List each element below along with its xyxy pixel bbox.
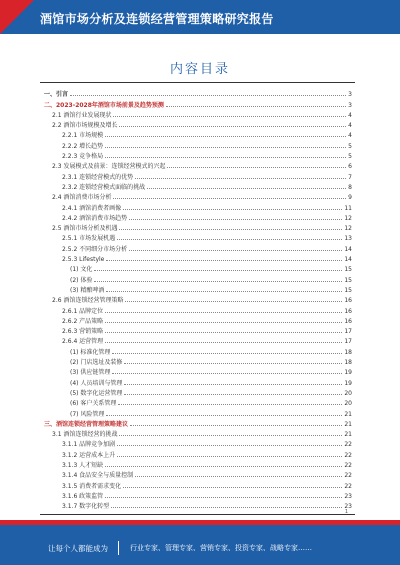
toc-entry[interactable] xyxy=(44,315,352,325)
toc-entry-label: 3.1.5 消费者需求变化 xyxy=(62,482,122,490)
toc-leader-dots xyxy=(94,270,342,271)
toc-entry-page: 14 xyxy=(344,245,352,253)
toc-leader-dots xyxy=(166,106,346,107)
toc-leader-dots xyxy=(123,487,342,488)
toc-entry-label: 2.5.1 市场发展机遇 xyxy=(62,235,116,243)
toc-entry-label: 2.6.4 运营管理 xyxy=(62,338,104,346)
toc-entry-label: (2) 体验 xyxy=(70,276,93,284)
toc-entry-label: 2.3.2 连锁经营模式面临的挑战 xyxy=(62,183,146,191)
toc-entry-label: 2.2.1 市场规模 xyxy=(62,132,104,140)
toc-entry-label: 2.3.1 连锁经营模式的优势 xyxy=(62,173,134,181)
toc-entry-label: 2.2.2 增长趋势 xyxy=(62,142,104,150)
toc-leader-dots xyxy=(113,116,346,117)
toc-leader-dots xyxy=(112,353,342,354)
toc-entry[interactable] xyxy=(44,325,352,335)
toc-entry-label: 2.2 酒馆市场规模及增长 xyxy=(52,122,118,130)
toc-entry-label: 2.4.2 酒馆消费市场趋势 xyxy=(62,214,128,222)
toc-leader-dots xyxy=(129,250,342,251)
toc-entry-page: 5 xyxy=(348,153,352,161)
toc-entry-page: 19 xyxy=(344,369,352,377)
toc-entry-page: 11 xyxy=(344,204,352,212)
toc-entry-label: 一、引言 xyxy=(44,91,69,99)
toc-entry[interactable] xyxy=(44,345,352,355)
toc-leader-dots xyxy=(112,373,342,374)
toc-entry-page: 6 xyxy=(348,163,352,171)
header-accent-stripe xyxy=(0,0,34,34)
toc-heading: 内容目录 xyxy=(169,62,230,77)
toc-entry-page: 22 xyxy=(344,472,352,480)
toc-entry-label: 2.5 酒馆市场分析及机遇 xyxy=(52,225,118,233)
toc-entry[interactable] xyxy=(44,469,352,479)
toc-entry-page: 22 xyxy=(344,451,352,459)
toc-entry-page: 8 xyxy=(348,183,352,191)
toc-entry[interactable] xyxy=(44,304,352,314)
toc-entry-label: 2.2.3 竞争格局 xyxy=(62,153,104,161)
toc-entry[interactable] xyxy=(44,150,352,160)
toc-entry-page: 4 xyxy=(348,111,352,119)
toc-entry[interactable] xyxy=(44,232,352,242)
toc-entry[interactable] xyxy=(44,191,352,201)
toc-entry[interactable] xyxy=(44,160,352,170)
toc-entry-label: 2.6.3 营销策略 xyxy=(62,328,104,336)
toc-entry[interactable] xyxy=(44,212,352,222)
toc-leader-dots xyxy=(111,507,342,508)
toc-leader-dots xyxy=(105,147,346,148)
toc-entry[interactable] xyxy=(44,366,352,376)
toc-leader-dots xyxy=(124,394,342,395)
toc-entry-page: 20 xyxy=(344,400,352,408)
footer-tagline: 行业专家、管理专家、营销专家、投资专家、战略专家…… xyxy=(130,544,312,552)
toc-entry-label: (5) 数字化运营管理 xyxy=(70,389,123,397)
toc-leader-dots xyxy=(105,342,342,343)
toc-entry-page: 4 xyxy=(348,122,352,130)
toc-entry-label: 3.1.2 运营成本上升 xyxy=(62,451,116,459)
toc-entry-page: 3 xyxy=(348,91,352,99)
toc-entry-page: 22 xyxy=(344,482,352,490)
toc-entry[interactable] xyxy=(44,428,352,438)
toc-leader-dots xyxy=(135,178,346,179)
toc-entry[interactable] xyxy=(44,139,352,149)
toc-entry-label: 2.6.1 品牌定位 xyxy=(62,307,104,315)
toc-entry-page: 21 xyxy=(344,431,352,439)
toc-entry-label: (6) 客户关系管理 xyxy=(70,400,117,408)
toc-entry-page: 16 xyxy=(344,317,352,325)
toc-leader-dots xyxy=(105,332,342,333)
toc-entry[interactable] xyxy=(44,273,352,283)
page-footer xyxy=(0,520,400,565)
toc-entry-label: (4) 人员培训与管理 xyxy=(70,379,123,387)
toc-entry-page: 19 xyxy=(344,379,352,387)
toc-entry-page: 7 xyxy=(348,173,352,181)
toc-entry-page: 23 xyxy=(344,492,352,500)
toc-entry[interactable] xyxy=(44,418,352,428)
toc-entry[interactable] xyxy=(44,109,352,119)
toc-entry-page: 22 xyxy=(344,461,352,469)
toc-entry-page: 13 xyxy=(344,235,352,243)
toc-entry-label: 2.6.2 产品策略 xyxy=(62,317,104,325)
toc-entry-label: 2.5.3 Lifestyle xyxy=(62,256,105,264)
toc-entry-label: 3.1.6 政策监管 xyxy=(62,492,104,500)
toc-leader-dots xyxy=(147,188,346,189)
footer-divider xyxy=(118,541,119,555)
toc-leader-dots xyxy=(119,126,346,127)
toc-entry-label: 2.6 酒馆连锁经营管理策略 xyxy=(52,297,124,305)
toc-entry-label: (2) 门店选址及装修 xyxy=(70,359,123,367)
toc-leader-dots xyxy=(119,435,342,436)
toc-entry[interactable] xyxy=(44,294,352,304)
toc-leader-dots xyxy=(117,445,342,446)
toc-entry[interactable] xyxy=(44,284,352,294)
toc-entry-label: (1) 文化 xyxy=(70,266,93,274)
toc-entry-page: 21 xyxy=(344,410,352,418)
toc-entry-label: (7) 风险管理 xyxy=(70,410,105,418)
toc-bottom-rule xyxy=(40,514,355,515)
toc-leader-dots xyxy=(130,425,342,426)
toc-entry[interactable] xyxy=(44,88,352,98)
footer-slogan: 让每个人都能成为 xyxy=(48,544,108,553)
toc-entry[interactable] xyxy=(44,387,352,397)
toc-entry-page: 18 xyxy=(344,348,352,356)
toc-leader-dots xyxy=(125,301,342,302)
toc-entry[interactable] xyxy=(44,129,352,139)
toc-leader-dots xyxy=(105,157,346,158)
toc-leader-dots xyxy=(105,322,342,323)
toc-leader-dots xyxy=(119,229,342,230)
toc-entry[interactable] xyxy=(44,335,352,345)
toc-leader-dots xyxy=(124,363,342,364)
toc-entry[interactable] xyxy=(44,438,352,448)
toc-leader-dots xyxy=(70,95,346,96)
toc-entry-page: 16 xyxy=(344,307,352,315)
toc-entry-label: 2.4.1 酒馆消费者画像 xyxy=(62,204,122,212)
toc-leader-dots xyxy=(129,219,342,220)
toc-entry-page: 17 xyxy=(344,328,352,336)
toc-leader-dots xyxy=(106,291,342,292)
toc-entry-label: 3.1.3 人才短缺 xyxy=(62,461,104,469)
toc-entry-label: (3) 精酿啤酒 xyxy=(70,286,105,294)
toc-entry[interactable] xyxy=(44,253,352,263)
toc-entry[interactable] xyxy=(44,397,352,407)
toc-entry-page: 15 xyxy=(344,266,352,274)
toc-entry-page: 21 xyxy=(344,420,352,428)
toc-leader-dots xyxy=(106,260,342,261)
toc-entry[interactable] xyxy=(44,459,352,469)
toc-entry-page: 9 xyxy=(348,194,352,202)
toc-entry-page: 15 xyxy=(344,276,352,284)
toc-entry[interactable] xyxy=(44,263,352,273)
toc-leader-dots xyxy=(105,466,342,467)
toc-entry[interactable] xyxy=(44,222,352,232)
toc-entry-page: 12 xyxy=(344,214,352,222)
toc-entry[interactable] xyxy=(44,407,352,417)
toc-entry-page: 14 xyxy=(344,256,352,264)
report-title: 酒馆市场分析及连锁经营管理策略研究报告 xyxy=(40,12,274,26)
toc-entry-label: 2.4 酒馆消费市场分析 xyxy=(52,194,112,202)
toc-entry-label: 3.1.1 品牌竞争加剧 xyxy=(62,441,116,449)
toc-entry[interactable] xyxy=(44,490,352,500)
toc-entry[interactable] xyxy=(44,170,352,180)
toc-entry-label: 2.5.2 不同细分市场分析 xyxy=(62,245,128,253)
page-header xyxy=(0,0,400,34)
toc-leader-dots xyxy=(167,167,346,168)
toc-entry-page: 22 xyxy=(344,441,352,449)
toc-entry[interactable] xyxy=(44,500,352,510)
toc-entry-page: 15 xyxy=(344,286,352,294)
toc-leader-dots xyxy=(94,281,342,282)
toc-leader-dots xyxy=(106,415,342,416)
toc-entry-page: 4 xyxy=(348,132,352,140)
toc-entry[interactable] xyxy=(44,201,352,211)
toc-entry[interactable] xyxy=(44,356,352,366)
toc-entry-page: 17 xyxy=(344,338,352,346)
toc-leader-dots xyxy=(117,239,342,240)
page-number: 1 xyxy=(344,509,348,515)
toc-top-rule xyxy=(40,82,355,83)
toc-leader-dots xyxy=(105,312,342,313)
toc-entry-label: (3) 供应链管理 xyxy=(70,369,111,377)
toc-entry-label: 3.1.7 数字化转型 xyxy=(62,503,110,511)
toc-entry-page: 12 xyxy=(344,225,352,233)
toc-leader-dots xyxy=(117,456,342,457)
toc-leader-dots xyxy=(105,497,342,498)
toc-leader-dots xyxy=(123,209,342,210)
toc-entry-label: 2.1 酒馆行业发展现状 xyxy=(52,111,112,119)
toc-entry[interactable] xyxy=(44,119,352,129)
toc-entry[interactable] xyxy=(44,242,352,252)
footer-accent-strip xyxy=(0,520,400,525)
toc-entry-label: (1) 标准化管理 xyxy=(70,348,111,356)
toc-leader-dots xyxy=(124,384,342,385)
toc-leader-dots xyxy=(118,404,342,405)
toc-entry-page: 23 xyxy=(344,503,352,511)
toc-entry-label: 二、2023-2028年酒馆市场前景及趋势预测 xyxy=(44,101,164,109)
toc-entry[interactable] xyxy=(44,448,352,458)
toc-leader-dots xyxy=(113,198,346,199)
toc-leader-dots xyxy=(135,476,342,477)
toc-entry-label: 3.1 酒馆连锁经营的挑战 xyxy=(52,431,118,439)
toc-entry-page: 3 xyxy=(348,101,352,109)
toc-entry-page: 5 xyxy=(348,142,352,150)
toc-entry-page: 20 xyxy=(344,389,352,397)
toc-entry-label: 三、酒馆连锁经营管理策略建议 xyxy=(44,420,129,428)
toc-entry[interactable] xyxy=(44,181,352,191)
table-of-contents xyxy=(44,88,352,510)
toc-entry[interactable] xyxy=(44,376,352,386)
toc-entry[interactable] xyxy=(44,479,352,489)
toc-entry-page: 16 xyxy=(344,297,352,305)
toc-entry-label: 2.3 发展模式及前景：连锁经营模式的兴起 xyxy=(52,163,166,171)
toc-leader-dots xyxy=(105,136,346,137)
toc-entry-label: 3.1.4 食品安全与质量控制 xyxy=(62,472,134,480)
toc-entry-page: 18 xyxy=(344,359,352,367)
toc-entry[interactable] xyxy=(44,98,352,108)
